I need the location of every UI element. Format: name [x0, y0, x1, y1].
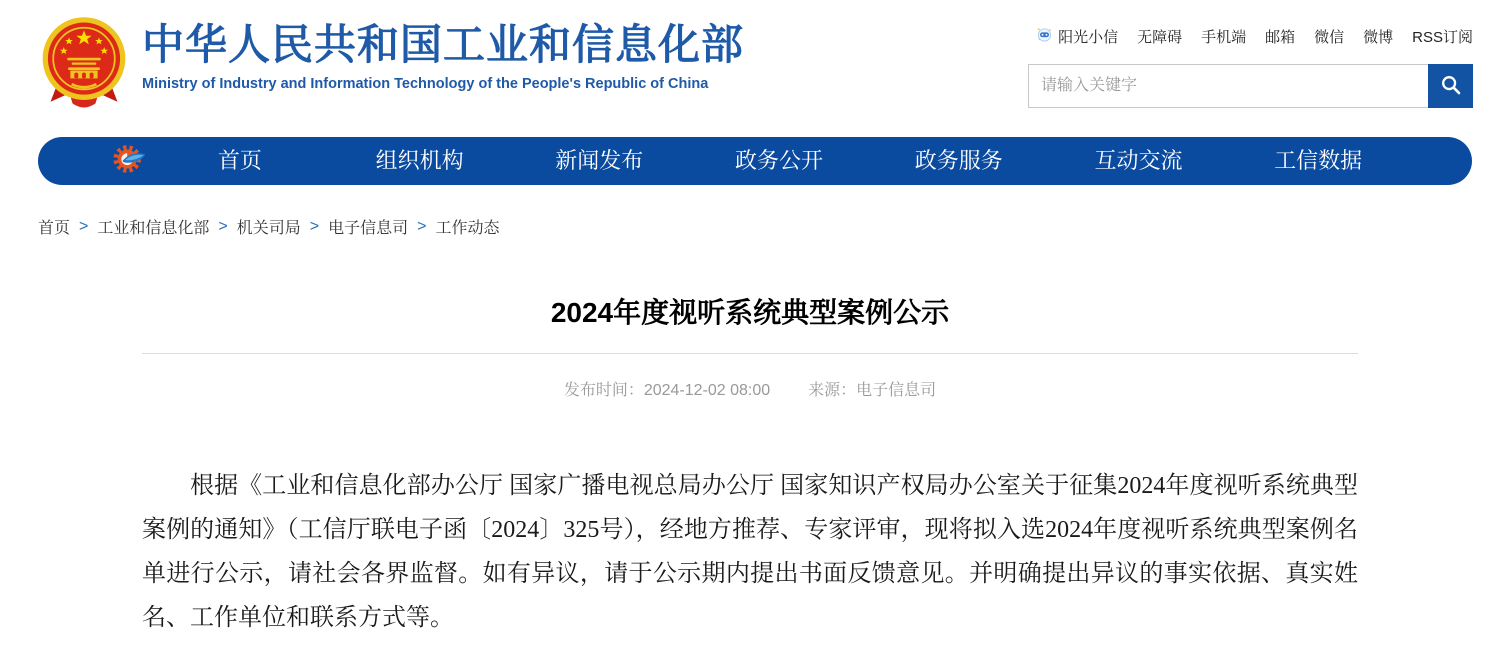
nav-item-organization[interactable]: 组织机构: [375, 148, 464, 173]
search-button[interactable]: [1428, 64, 1473, 108]
search-input[interactable]: [1028, 64, 1428, 108]
site-subtitle-en: Ministry of Industry and Information Technology of the People's Republic of China: [142, 76, 709, 93]
quick-link-label: 微博: [1363, 29, 1394, 46]
breadcrumb-item-electronic-info[interactable]: 电子信息司: [328, 220, 409, 237]
brand-text: [142, 16, 744, 92]
miit-gear-logo-icon: [38, 140, 150, 183]
quick-link-rss[interactable]: [1412, 26, 1473, 47]
article-body: [142, 464, 1358, 640]
nav-items: [150, 137, 1408, 185]
nav-item-news[interactable]: 新闻发布: [555, 148, 644, 173]
quick-link-label: RSS订阅: [1412, 29, 1473, 46]
breadcrumb-item-miit[interactable]: 工业和信息化部: [97, 220, 210, 237]
quick-link-wechat[interactable]: [1314, 26, 1344, 47]
title-divider: [142, 353, 1358, 354]
quick-link-label: 阳光小信: [1058, 29, 1119, 46]
breadcrumb-separator: >: [79, 217, 89, 235]
source-label: 来源：: [808, 382, 857, 399]
search-bar: [1028, 64, 1473, 108]
breadcrumb-separator: >: [309, 217, 320, 235]
breadcrumb-item-departments[interactable]: 机关司局: [236, 220, 301, 237]
publish-time-label: 发布时间：: [563, 382, 644, 399]
source-value: 电子信息司: [856, 382, 937, 399]
robot-icon: [1036, 26, 1053, 47]
quick-link-label: 手机端: [1201, 29, 1247, 46]
quick-link-label: 邮箱: [1265, 29, 1296, 46]
national-emblem-icon: [40, 16, 128, 115]
quick-link-label: 无障碍: [1137, 29, 1183, 46]
search-icon: [1440, 74, 1462, 99]
article-title: 2024年度视听系统典型案例公示: [550, 297, 950, 328]
quick-link-mail[interactable]: [1265, 26, 1295, 47]
breadcrumb-item-work-updates[interactable]: 工作动态: [435, 220, 500, 237]
quick-link-weibo[interactable]: [1363, 26, 1393, 47]
breadcrumb-separator: >: [218, 217, 228, 235]
breadcrumb: [38, 215, 1462, 238]
header-right: [1028, 16, 1473, 108]
breadcrumb-item-home[interactable]: 首页: [38, 220, 71, 237]
nav-item-interaction[interactable]: 互动交流: [1094, 148, 1183, 173]
main-navbar: [38, 137, 1472, 185]
nav-item-gov-affairs[interactable]: 政务公开: [735, 148, 824, 173]
article: [142, 294, 1358, 640]
site-title: 中华人民共和国工业和信息化部: [142, 21, 745, 68]
quick-link-accessibility[interactable]: [1137, 26, 1182, 47]
breadcrumb-separator: >: [417, 217, 427, 235]
quick-links: [1028, 26, 1473, 47]
nav-item-miit-data[interactable]: 工信数据: [1274, 148, 1363, 173]
article-meta: [142, 377, 1358, 400]
site-brand: [40, 16, 744, 115]
publish-time: 2024-12-02 08:00: [643, 382, 771, 399]
nav-item-home[interactable]: 首页: [217, 148, 262, 173]
quick-link-mobile[interactable]: [1201, 26, 1246, 47]
quick-link-label: 微信: [1314, 29, 1345, 46]
article-paragraph: 根据《工业和信息化部办公厅 国家广播电视总局办公厅 国家知识产权局办公室关于征集2024年度视听系统典型案例的通知》（工信厅联电子函〔2024〕325号），经地方推荐、专家评审，现将拟入选2024年度视听系统典型案例名单进行公示，请社会各界监督。如有异议，请于公示期内提出书面反馈意见。并明确提出异议的事实依据、真实姓名、工作单位和联系方式等。: [142, 473, 1358, 631]
nav-item-gov-services[interactable]: 政务服务: [914, 148, 1003, 173]
site-header: [0, 0, 1500, 115]
quick-link-sunshine-assistant[interactable]: [1036, 26, 1118, 47]
